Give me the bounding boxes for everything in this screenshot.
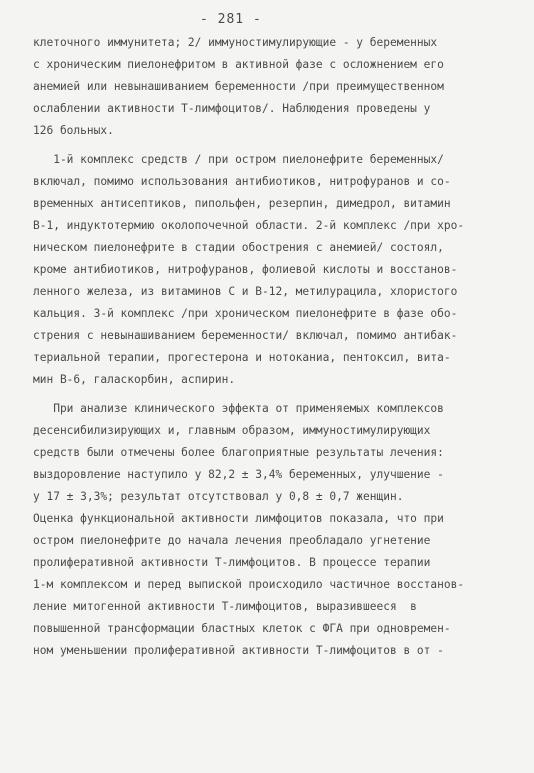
text-line: ническом пиелонефрите в стадии обострения с анемией/ состоял,	[33, 241, 444, 254]
text-line: стрения с невынашиванием беременности/ включал, помимо антибак-	[33, 329, 458, 342]
text-line: временных антисептиков, пипольфен, резерпин, димедрол, витамин	[33, 197, 451, 210]
text-line: средств были отмечены более благоприятные результаты лечения:	[33, 446, 444, 459]
text-line: у 17 ± 3,3%; результат отсутствовал у 0,8 ± 0,7 женщин.	[33, 490, 404, 503]
text-line: выздоровление наступило у 82,2 ± 3,4% беременных, улучшение -	[33, 468, 444, 481]
text-line: клеточного иммунитета; 2/ иммуностимулирующие - у беременных	[33, 36, 438, 49]
document-body	[33, 32, 513, 662]
text-line: ление митогенной активности Т-лимфоцитов, выразившееся в	[33, 600, 417, 613]
paragraph-3	[33, 398, 513, 662]
text-line: 1-й комплекс средств / при остром пиелонефрите беременных/	[33, 153, 444, 166]
paragraph-1	[33, 32, 513, 142]
text-line: кальция. 3-й комплекс /при хроническом пиелонефрите в фазе обо-	[33, 307, 458, 320]
text-line: 1-м комплексом и перед выпиской происходило частичное восстанов-	[33, 578, 465, 591]
paragraph-2	[33, 149, 513, 391]
text-line: 126 больных.	[33, 124, 114, 137]
text-line: териальной терапии, прогестерона и нотоканиа, пентоксил, вита-	[33, 351, 451, 364]
text-line: ленного железа, из витаминов С и В-12, метилурацила, хлористого	[33, 285, 458, 298]
text-line: мин В-6, галаскорбин, аспирин.	[33, 373, 236, 386]
page-number: - 281 -	[200, 12, 262, 27]
text-line: В-1, индуктотермию околопочечной области. 2-й комплекс /при хро-	[33, 219, 465, 232]
text-line: пролиферативной активности Т-лимфоцитов. В процессе терапии	[33, 556, 431, 569]
text-line: остром пиелонефрите до начала лечения преобладало угнетение	[33, 534, 431, 547]
text-line: ном уменьшении пролиферативной активности Т-лимфоцитов в от -	[33, 644, 444, 657]
text-line: ослаблении активности Т-лимфоцитов/. Наблюдения проведены у	[33, 102, 431, 115]
text-line: включал, помимо использования антибиотиков, нитрофуранов и со-	[33, 175, 451, 188]
text-line: повышенной трансформации бластных клеток с ФГА при одновремен-	[33, 622, 451, 635]
text-line: анемией или невынашиванием беременности /при преимущественном	[33, 80, 444, 93]
text-line: с хроническим пиелонефритом в активной фазе с осложнением его	[33, 58, 444, 71]
text-line: При анализе клинического эффекта от применяемых комплексов	[33, 402, 444, 415]
text-line: кроме антибиотиков, нитрофуранов, фолиевой кислоты и восстанов-	[33, 263, 458, 276]
text-line: Оценка функциональной активности лимфоцитов показала, что при	[33, 512, 444, 525]
text-line: десенсибилизирующих и, главным образом, иммуностимулирующих	[33, 424, 431, 437]
